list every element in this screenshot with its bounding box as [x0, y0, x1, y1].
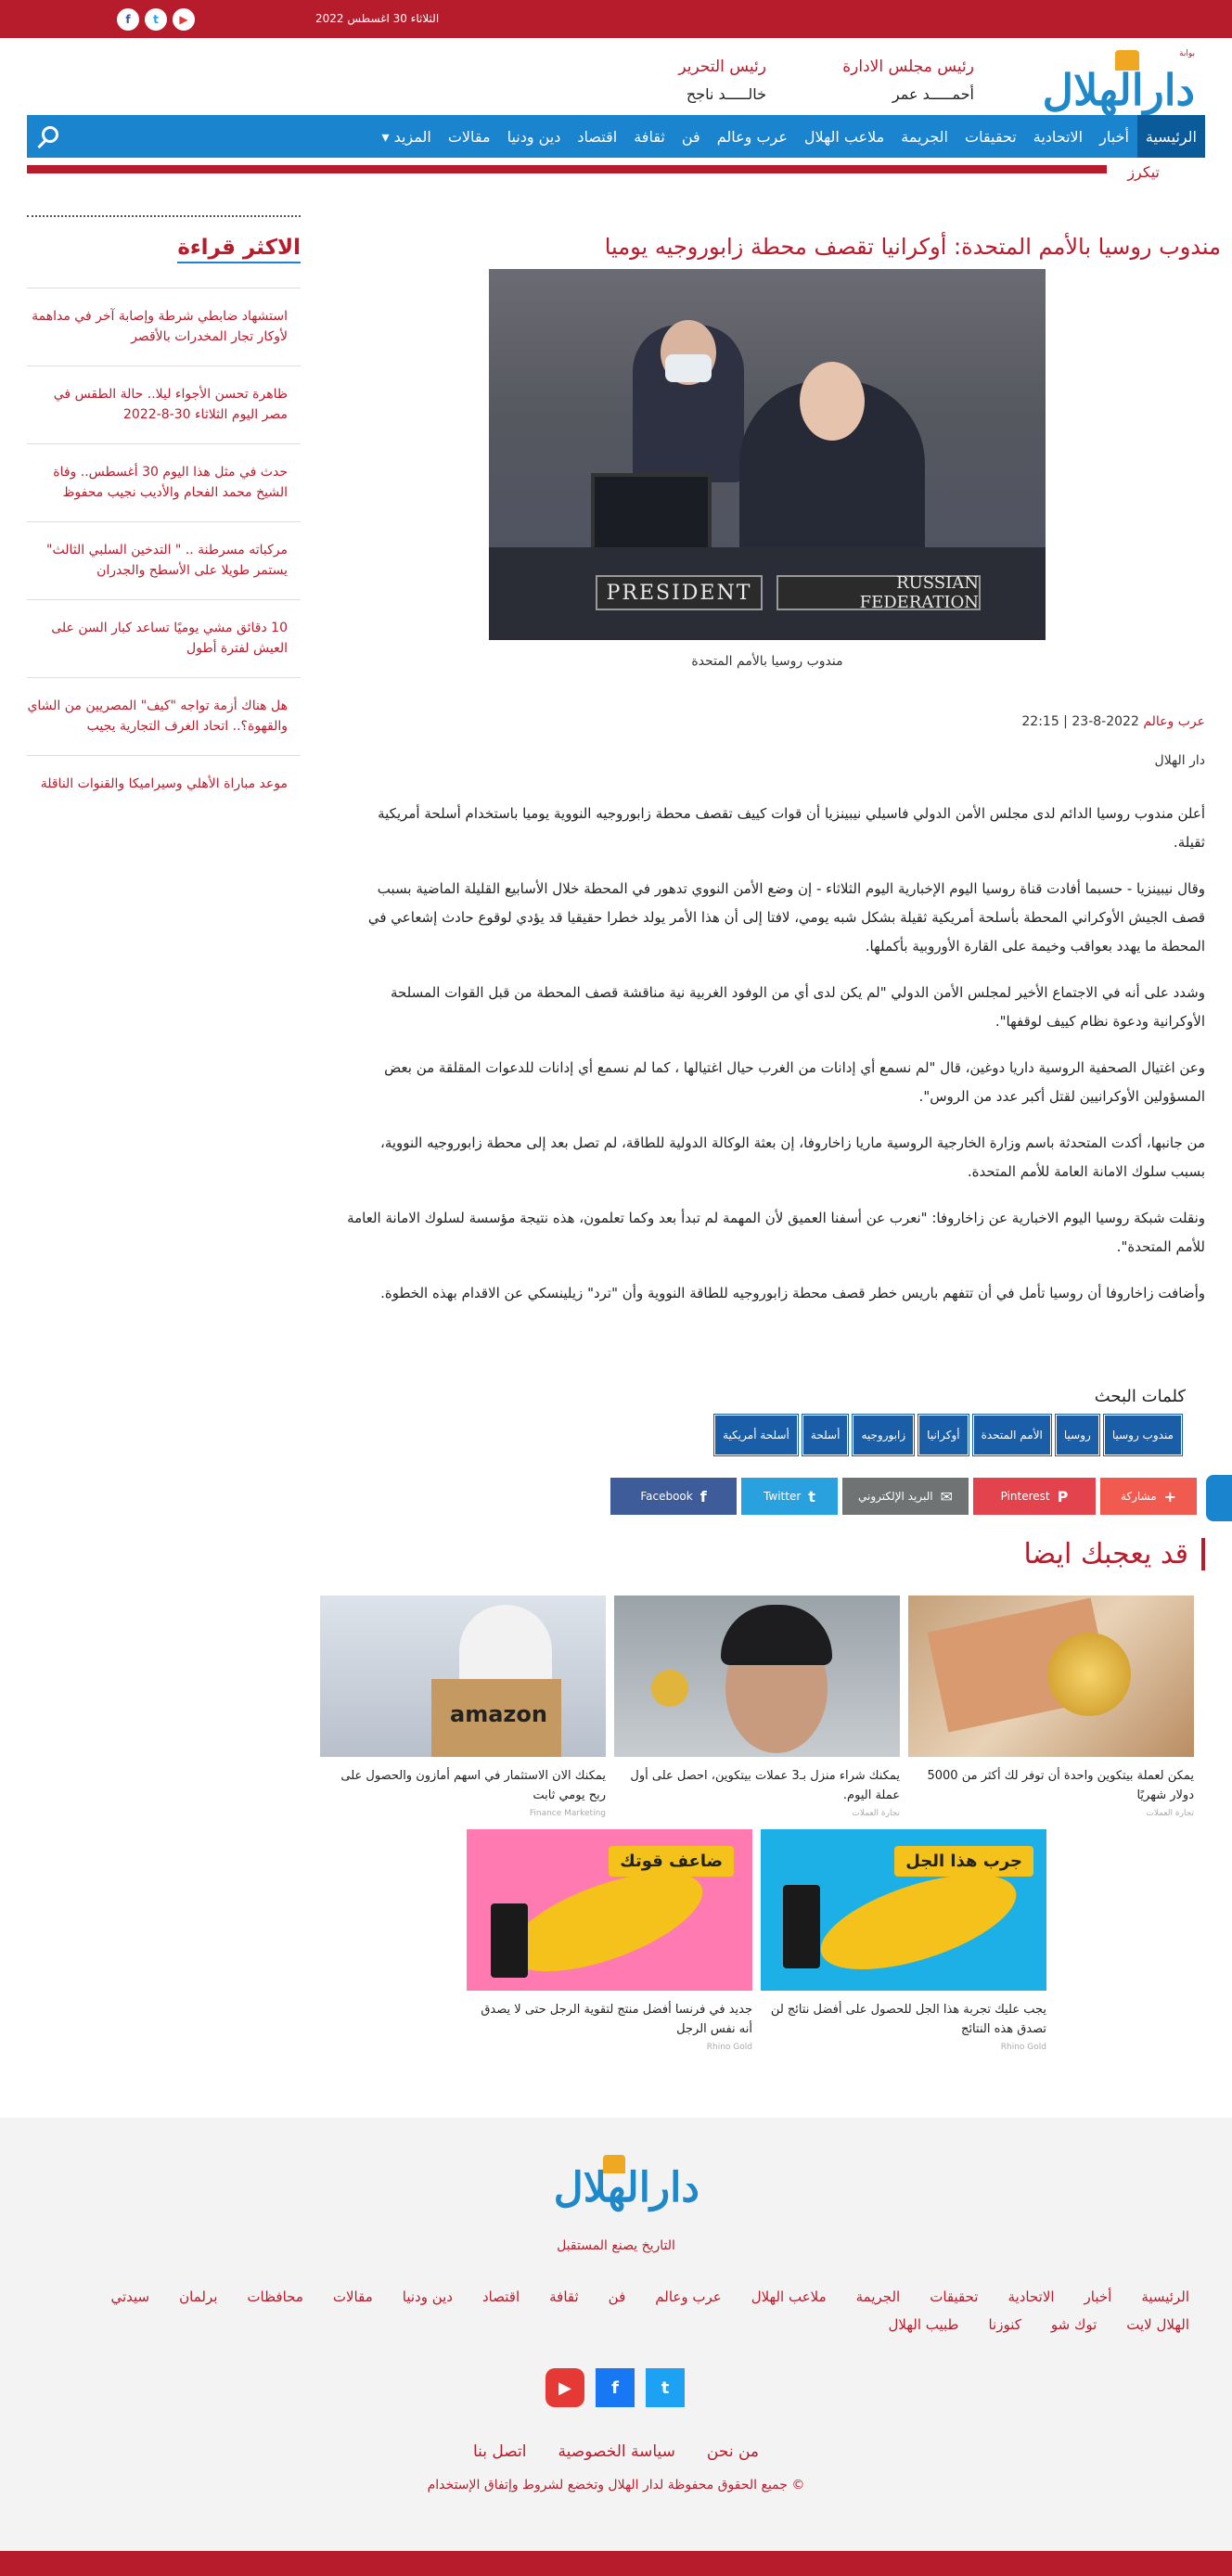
footer-nav-item[interactable]: محافظات: [247, 2288, 303, 2305]
keyword-tag[interactable]: الأمم المتحدة: [973, 1415, 1051, 1455]
editor-title: رئيس التحرير: [678, 58, 766, 76]
nav-item[interactable]: ملاعب الهلال: [803, 127, 885, 146]
ticker-bar: [27, 165, 1107, 173]
mail-icon: ✉: [940, 1487, 953, 1506]
footer-link[interactable]: من نحن: [706, 2442, 760, 2461]
nav-item[interactable]: ثقافة: [634, 127, 665, 146]
main-nav: [27, 115, 1205, 158]
footer: [0, 2118, 1232, 2554]
card-title: يجب عليك تجربة هذا الجل للحصول على أفضل نتائج لن تصدق هذه النتائج: [770, 2003, 1046, 2036]
card-sponsor: Rhino Gold: [706, 2043, 752, 2052]
editor-in-chief: [678, 58, 766, 103]
share-pinterest-button[interactable]: P Pinterest: [973, 1478, 1096, 1515]
most-read-sidebar: [27, 215, 301, 813]
keyword-tag[interactable]: مندوب روسيا: [1104, 1415, 1182, 1455]
most-read-item[interactable]: 10 دقائق مشي يوميًا تساعد كبار السن على العيش لفترة أطول: [27, 599, 301, 677]
card-banner: ضاعف قوتك: [609, 1846, 734, 1877]
most-read-item[interactable]: مركباته مسرطنة .. " التدخين السلبي الثالث" يستمر طويلا على الأسطح والجدران: [27, 521, 301, 599]
logo-badge: بوابة: [1179, 49, 1195, 58]
card-image: [320, 1596, 606, 1757]
facebook-icon: f: [699, 1487, 707, 1506]
keywords-list: [714, 1415, 1182, 1455]
article-datetime: 2022-8-23 | 22:15: [1021, 714, 1139, 729]
photo-plate-president: PRESIDENT: [596, 575, 763, 610]
article-paragraph: وأضافت زاخاروفا أن روسيا تأمل في أن تتفهم باريس خطر قصف محطة زابوروجيه للطاقة النووية وأن "ترد" زيلينسكي عن الاقدام بهذه الخطوة.: [380, 1285, 1205, 1301]
card-image: [467, 1829, 752, 1991]
keyword-tag[interactable]: زابوروجيه: [853, 1415, 914, 1455]
related-card[interactable]: [320, 1596, 606, 1818]
share-facebook-button[interactable]: f Facebook: [610, 1478, 737, 1515]
most-read-item[interactable]: ظاهرة تحسن الأجواء ليلا.. حالة الطقس في مصر اليوم الثلاثاء 30-8-2022: [27, 365, 301, 443]
card-title: يمكن لعملة بيتكوين واحدة أن توفر لك أكثر من 5000 دولار شهريًا: [927, 1769, 1194, 1802]
board-title: رئيس مجلس الادارة: [842, 58, 974, 76]
nav-item[interactable]: الاتحادية: [1033, 127, 1084, 146]
article-paragraph: وقال نيبينزيا - حسبما أفادت قناة روسيا اليوم الإخبارية اليوم الثلاثاء - إن وضع الأمن النووي تدهور في المحطة خلال الأسابيع القليلة الماضية بسبب قصف الجيش الأوكراني المحطة بأسلحة أمريكية ثقيلة بشكل شبه يومي، لافتا إلى أن هذا الأمر يولد خطرا حقيقيا قد يؤدي لوقوع حادث إشعاعي في المحطة ما يهدد بعواقب وخيمة على القارة الأوروبية بأكملها.: [367, 880, 1205, 955]
keyword-tag[interactable]: أسلحة: [802, 1415, 849, 1455]
card-sponsor: تجارة العملات: [852, 1809, 900, 1818]
nav-item[interactable]: أخبار: [1099, 127, 1129, 146]
footer-link[interactable]: سياسة الخصوصية: [558, 2442, 675, 2461]
footer-nav-item[interactable]: سيدتي: [110, 2288, 150, 2305]
article-title: مندوب روسيا بالأمم المتحدة: أوكرانيا تقصف محطة زابوروجيه يوميا: [604, 234, 1221, 260]
copyright: © جميع الحقوق محفوظة لدار الهلال وتخضع لشروط وإتفاق الإستخدام: [427, 2478, 805, 2493]
twitter-icon[interactable]: t: [646, 2368, 685, 2407]
article-photo: [489, 269, 1046, 640]
pinterest-icon: P: [1057, 1487, 1069, 1506]
card-title: يمكنك الان الاستثمار في اسهم أمازون والحصول على ربح يومي ثابت: [340, 1769, 606, 1802]
keyword-tag[interactable]: روسيا: [1056, 1415, 1099, 1455]
share-buttons: [610, 1478, 1197, 1515]
board-name: أحمـــــد عمر: [892, 85, 974, 103]
footer-nav-item[interactable]: برلمان: [179, 2288, 218, 2305]
editor-name: خالـــــد ناجح: [686, 85, 766, 103]
related-card[interactable]: [908, 1596, 1194, 1818]
related-card[interactable]: [467, 1829, 752, 2052]
footer-social: [545, 2368, 685, 2407]
footer-nav: [28, 2288, 1204, 2333]
footer-nav-item[interactable]: أخبار: [1084, 2288, 1112, 2305]
share-twitter-button[interactable]: t Twitter: [741, 1478, 838, 1515]
footer-links: [0, 2442, 1232, 2461]
footer-logo[interactable]: [533, 2155, 699, 2220]
board-chairman: [842, 58, 974, 103]
footer-nav-item[interactable]: الاتحادية: [1007, 2288, 1055, 2305]
keyword-tag[interactable]: أسلحة أمريكية: [714, 1415, 798, 1455]
card-banner: جرب هذا الجل: [894, 1846, 1033, 1877]
footer-nav-item[interactable]: الجريمة: [855, 2288, 901, 2305]
footer-nav-item[interactable]: فن: [608, 2288, 626, 2305]
nav-item[interactable]: فن: [681, 127, 700, 146]
card-image: [908, 1596, 1194, 1757]
footer-nav-item[interactable]: ثقافة: [549, 2288, 579, 2305]
footer-nav-item[interactable]: الرئيسية: [1141, 2288, 1189, 2305]
keywords-title: كلمات البحث: [1094, 1387, 1186, 1406]
article-source: دار الهلال: [1154, 753, 1205, 768]
article-paragraph: وشدد على أنه في الاجتماع الأخير لمجلس الأمن الدولي "لم يكن لدى أي من الوفود الغربية نية مناقشة قصف المحطة من قبل القوات المسلحة الأوكرانية ودعوة نظام كييف لوقفها".: [390, 984, 1205, 1030]
share-more-button[interactable]: + مشاركة: [1100, 1478, 1197, 1515]
footer-nav-item[interactable]: ملاعب الهلال: [751, 2288, 827, 2305]
twitter-icon: t: [808, 1487, 815, 1506]
site-logo[interactable]: [1042, 45, 1195, 119]
card-title: يمكنك شراء منزل بـ3 عملات بيتكوين، احصل على أول عملة اليوم.: [630, 1769, 900, 1802]
related-title: قد يعجبك ايضا: [1023, 1538, 1205, 1570]
footer-nav-item[interactable]: الهلال لايت: [1126, 2316, 1189, 2333]
footer-nav-item[interactable]: توك شو: [1050, 2316, 1097, 2333]
article-meta: [1021, 714, 1205, 729]
logo-text: دارالهلال: [1042, 65, 1195, 115]
article-body: [342, 800, 1205, 1326]
nav-item[interactable]: الجريمة: [901, 127, 948, 146]
related-card[interactable]: [614, 1596, 900, 1818]
card-sponsor: تجارة العملات: [1146, 1809, 1194, 1818]
facebook-icon[interactable]: f: [596, 2368, 635, 2407]
article-paragraph: أعلن مندوب روسيا الدائم لدى مجلس الأمن الدولي فاسيلي نيبينزيا أن قوات كييف تقصف محطة زابوروجيه النووية يوميا باستخدام أسلحة أمريكية ثقيلة.: [378, 805, 1205, 851]
card-title: جديد في فرنسا أفضل منتج لتقوية الرجل حتى لا يصدق أنه نفس الرجل: [481, 2003, 752, 2036]
side-tab-button[interactable]: [1206, 1475, 1232, 1521]
footer-slogan: التاريخ يصنع المستقبل: [557, 2238, 675, 2253]
facebook-icon[interactable]: f: [117, 8, 139, 31]
card-sponsor: Finance Marketing: [529, 1809, 606, 1818]
nav-item[interactable]: مقالات: [447, 127, 491, 146]
article-paragraph: من جانبها، أكدت المتحدثة باسم وزارة الخارجية الروسية ماريا زاخاروفا، إن بعثة الوكالة الدولية للطاقة، لم تصل بعد إلى محطة زابوروجيه النووية، بسبب سلوك الامانة العامة للأمم المتحدة.: [380, 1134, 1205, 1180]
search-icon[interactable]: [34, 122, 62, 150]
top-bar: [0, 0, 1232, 38]
youtube-icon[interactable]: ▶: [173, 8, 195, 31]
card-sponsor: Rhino Gold: [1000, 2043, 1046, 2052]
article-category[interactable]: عرب وعالم: [1143, 714, 1205, 729]
bottom-bar: [0, 2551, 1232, 2576]
article-paragraph: ونقلت شبكة روسيا اليوم الاخبارية عن زاخاروفا: "نعرب عن أسفنا العميق لأن المهمة لم تبدأ بعد وكما تعلمون، هذه نتيجة مؤسسة لسلوك الامانة العامة للأمم المتحدة".: [347, 1210, 1205, 1255]
footer-link[interactable]: اتصل بنا: [472, 2442, 527, 2461]
most-read-item[interactable]: موعد مباراة الأهلي وسيراميكا والقنوات الناقلة: [27, 755, 301, 813]
footer-nav-item[interactable]: اقتصاد: [482, 2288, 520, 2305]
sidebar-divider: [27, 215, 301, 217]
card-image: [761, 1829, 1046, 1991]
footer-nav-item[interactable]: مقالات: [332, 2288, 373, 2305]
related-card[interactable]: [761, 1829, 1046, 2052]
footer-nav-item[interactable]: عرب وعالم: [655, 2288, 722, 2305]
youtube-icon[interactable]: ▶: [545, 2368, 584, 2407]
footer-nav-item[interactable]: تحقيقات: [930, 2288, 979, 2305]
footer-nav-item[interactable]: طبيب الهلال: [888, 2316, 959, 2333]
share-email-button[interactable]: ✉ البريد الإلكتروني: [842, 1478, 969, 1515]
nav-item[interactable]: دين ودنيا: [507, 127, 561, 146]
plus-icon: +: [1163, 1487, 1177, 1506]
nav-item[interactable]: المزيد ▾: [381, 127, 431, 146]
card-image: [614, 1596, 900, 1757]
top-social-links: [117, 8, 195, 31]
nav-item[interactable]: اقتصاد: [577, 127, 618, 146]
article-header: [312, 234, 1221, 260]
twitter-icon[interactable]: t: [145, 8, 167, 31]
current-date: الثلاثاء 30 اغسطس 2022: [315, 12, 440, 25]
footer-nav-item[interactable]: دين ودنيا: [402, 2288, 453, 2305]
keyword-tag[interactable]: أوكرانيا: [918, 1415, 968, 1455]
most-read-title: الاكثر قراءة: [177, 236, 301, 263]
most-read-item[interactable]: استشهاد ضابطي شرطة وإصابة آخر في مداهمة لأوكار تجار المخدرات بالأقصر: [27, 288, 301, 365]
nav-item[interactable]: تحقيقات: [965, 127, 1017, 146]
tickers-label[interactable]: تيكرز: [1127, 163, 1160, 181]
most-read-item[interactable]: حدث في مثل هذا اليوم 30 أغسطس.. وفاة الشيخ محمد الفحام والأديب نجيب محفوظ: [27, 443, 301, 521]
most-read-item[interactable]: هل هناك أزمة تواجه "كيف" المصريين من الشاي والقهوة؟.. اتحاد الغرف التجارية يجيب: [27, 677, 301, 755]
footer-logo-text: دارالهلال: [553, 2164, 699, 2211]
nav-item[interactable]: الرئيسية: [1137, 115, 1205, 158]
photo-plate-russia: RUSSIAN FEDERATION: [776, 575, 981, 610]
photo-caption: مندوب روسيا بالأمم المتحدة: [691, 654, 843, 669]
footer-nav-item[interactable]: كنوزنا: [988, 2316, 1021, 2333]
amazon-box-text: amazon: [450, 1701, 547, 1727]
article-paragraph: وعن اغتيال الصحفية الروسية داريا دوغين، قال "لم نسمع أي إدانات من الغرب حيال اغتيالها ، كما لم نسمع أي إدانات للدعوات المقلقة من بعض المسؤولين الأوكرانيين لقتل أكبر عدد من الروس".: [384, 1059, 1205, 1105]
nav-item[interactable]: عرب وعالم: [716, 127, 788, 146]
